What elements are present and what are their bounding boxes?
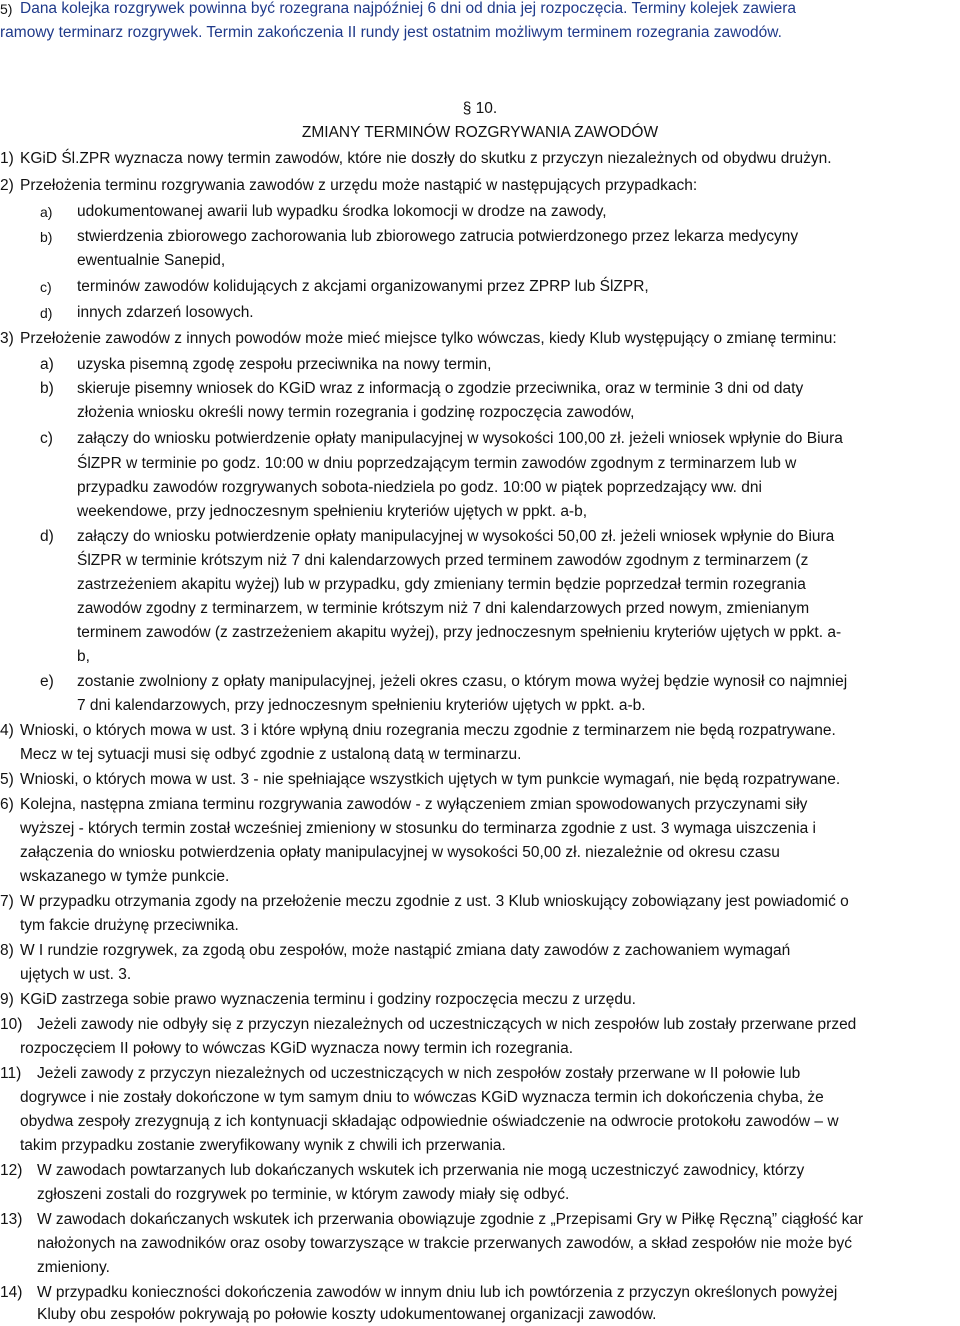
paragraph-text: Przełożenie zawodów z innych powodów może mieć miejsce tylko wówczas, kiedy Klub występujący o zmianę terminu: bbox=[20, 330, 837, 347]
paragraph-text: zgłoszeni zostali do rozgrywek po terminie, w którym zawody miały się odbyć. bbox=[37, 1186, 570, 1203]
list-text: ewentualnie Sanepid, bbox=[77, 252, 226, 269]
intro-line: Dana kolejka rozgrywek powinna być rozegrana najpóźniej 6 dni od dnia jej rozpoczęcia. Terminy kolejek zawiera bbox=[20, 0, 796, 17]
list-label: a) bbox=[40, 204, 53, 220]
list-label: b) bbox=[40, 380, 54, 397]
paragraph-number: 4) bbox=[0, 722, 14, 739]
paragraph-text: rozpoczęciem II połowy to wówczas KGiD wyznacza nowy termin ich rozegrania. bbox=[20, 1040, 574, 1057]
paragraph-number: 10) bbox=[0, 1016, 23, 1033]
section-title: ZMIANY TERMINÓW ROZGRYWANIA ZAWODÓW bbox=[301, 124, 659, 141]
intro-number: 5) bbox=[0, 1, 13, 17]
list-text: skieruje pisemny wniosek do KGiD wraz z informacją o zgodzie przeciwnika, oraz w terminie 3 dni od daty bbox=[77, 380, 804, 397]
paragraph-text: zmieniony. bbox=[37, 1259, 110, 1276]
paragraph-text: tym fakcie drużynę przeciwnika. bbox=[20, 917, 239, 934]
paragraph-number: 2) bbox=[0, 177, 14, 194]
paragraph-text: Jeżeli zawody nie odbyły się z przyczyn niezależnych od uczestniczących w nich zespołów lub zostały przerwane przed bbox=[37, 1016, 857, 1033]
paragraph-number: 1) bbox=[0, 150, 14, 167]
list-text: weekendowe, przy jednoczesnym spełnieniu kryteriów ujętych w ppkt. a-b, bbox=[77, 503, 588, 520]
paragraph-number: 7) bbox=[0, 893, 14, 910]
list-text: innych zdarzeń losowych. bbox=[77, 304, 254, 321]
list-label: d) bbox=[40, 528, 54, 545]
paragraph-text: W I rundzie rozgrywek, za zgodą obu zespołów, może nastąpić zmiana daty zawodów z zachowaniem wymagań bbox=[20, 942, 791, 959]
list-label: b) bbox=[40, 229, 53, 245]
paragraph-number: 12) bbox=[0, 1162, 23, 1179]
paragraph-text: KGiD Śl.ZPR wyznacza nowy termin zawodów, które nie doszły do skutku z przyczyn niezależnych od obydwu drużyn. bbox=[20, 150, 832, 167]
paragraph-text: nałożonych na zawodników oraz osoby towarzyszące w trakcie przerwanych zawodów, a skład zespołów nie może być bbox=[37, 1235, 853, 1252]
list-text: zawodów zgodny z terminarzem, w terminie krótszym niż 7 dni kalendarzowych przed nowym, zmienianym bbox=[77, 600, 810, 617]
list-text: ŚlZPR w terminie krótszym niż 7 dni kalendarzowych przed terminem zawodów zgodnym z terminarzem (z bbox=[77, 552, 809, 569]
paragraph-text: Przełożenia terminu rozgrywania zawodów z urzędu może nastąpić w następujących przypadkach: bbox=[20, 177, 698, 194]
paragraph-number: 3) bbox=[0, 330, 14, 347]
paragraph-number: 8) bbox=[0, 942, 14, 959]
paragraph-number: 9) bbox=[0, 991, 14, 1008]
paragraph-text: dogrywce i nie zostały dokończone w tym samym dniu to wówczas KGiD wyznacza termin ich dokończenia chyba, że bbox=[20, 1089, 824, 1106]
paragraph-text: Wnioski, o których mowa w ust. 3 i które wpłyną dniu rozegrania meczu zgodnie z terminarzem nie będą rozpatrywane. bbox=[20, 722, 836, 739]
list-text: ŚlZPR w terminie po godz. 10:00 w dniu poprzedzającym termin zawodów zgodnym z terminarzem lub w bbox=[77, 455, 797, 472]
paragraph-number: 5) bbox=[0, 771, 14, 788]
paragraph-number: 13) bbox=[0, 1211, 23, 1228]
list-text: zastrzeżeniem akapitu wyżej) lub w przypadku, gdy zmieniany termin będzie poprzedzał termin rozegrania bbox=[77, 576, 806, 593]
paragraph-number: 14) bbox=[0, 1284, 23, 1301]
paragraph-number: 6) bbox=[0, 796, 14, 813]
paragraph-text: załączenia do wniosku potwierdzenia opłaty manipulacyjnej w wysokości 50,00 zł. niezależnie od okresu czasu bbox=[20, 844, 780, 861]
paragraph-text: ujętych w ust. 3. bbox=[20, 966, 132, 983]
paragraph-text: KGiD zastrzega sobie prawo wyznaczenia terminu i godziny rozpoczęcia meczu z urzędu. bbox=[20, 991, 636, 1008]
list-text: stwierdzenia zbiorowego zachorowania lub zbiorowego zatrucia potwierdzonego przez lekarza medycyny bbox=[77, 228, 799, 245]
list-text: terminem zawodów (z zastrzeżeniem akapitu wyżej), przy jednoczesnym spełnieniu kryteriów ujętych w ppkt. a- bbox=[77, 624, 842, 641]
list-text: załączy do wniosku potwierdzenie opłaty manipulacyjnej w wysokości 50,00 zł. jeżeli wniosek wpłynie do Biura bbox=[77, 528, 835, 545]
paragraph-text: W przypadku otrzymania zgody na przełożenie meczu zgodnie z ust. 3 Klub wnioskujący zobowiązany jest powiadomić o bbox=[20, 893, 849, 910]
list-text: 7 dni kalendarzowych, przy jednoczesnym spełnieniu kryteriów ujętych w ppkt. a-b. bbox=[77, 697, 646, 714]
intro-line: ramowy terminarz rozgrywek. Termin zakończenia II rundy jest ostatnim możliwym terminem rozegrania zawodów. bbox=[0, 24, 782, 41]
list-text: zostanie zwolniony z opłaty manipulacyjnej, jeżeli okres czasu, o którym mowa wyżej będzie wynosił co najmniej bbox=[77, 673, 848, 690]
list-label: c) bbox=[40, 279, 52, 295]
paragraph-text: wskazanego w tymże punkcie. bbox=[20, 868, 230, 885]
list-text: złożenia wniosku określi nowy termin rozegrania i godzinę rozpoczęcia zawodów, bbox=[77, 404, 635, 421]
paragraph-text: Mecz w tej sytuacji musi się odbyć zgodnie z ustaloną datą w terminarzu. bbox=[20, 746, 522, 763]
paragraph-text: takim przypadku zostanie zweryfikowany wynik z chwili ich przerwania. bbox=[20, 1137, 506, 1154]
paragraph-number: 11) bbox=[0, 1065, 22, 1082]
list-text: przypadku zawodów rozgrywanych sobota-niedziela po godz. 10:00 w piątek poprzedzający ww. dni bbox=[77, 479, 762, 496]
paragraph-text: W zawodach powtarzanych lub dokańczanych wskutek ich przerwania nie mogą uczestniczyć zawodnicy, którzy bbox=[37, 1162, 805, 1179]
paragraph-text: W zawodach dokańczanych wskutek ich przerwania obowiązuje zgodnie z „Przepisami Gry w Piłkę Ręczną” ciągłość kar bbox=[37, 1211, 864, 1228]
list-label: e) bbox=[40, 673, 54, 690]
paragraph-text: Kluby obu zespołów pokrywają po połowie koszty udokumentowanej organizacji zawodów. bbox=[37, 1306, 657, 1323]
paragraph-text: obydwa zespoły zrezygnują z ich kontynuacji składając odpowiednie oświadczenie na odwrocie protokołu zawodów – w bbox=[20, 1113, 839, 1130]
paragraph-text: Wnioski, o których mowa w ust. 3 - nie spełniające wszystkich ujętych w tym punkcie wymagań, nie będą rozpatrywane. bbox=[20, 771, 841, 788]
list-label: d) bbox=[40, 305, 53, 321]
list-label: c) bbox=[40, 430, 53, 447]
list-text: terminów zawodów kolidujących z akcjami organizowanymi przez ZPRP lub ŚlZPR, bbox=[77, 278, 649, 295]
paragraph-text: Kolejna, następna zmiana terminu rozgrywania zawodów - z wyłączeniem zmian spowodowanych przyczynami siły bbox=[20, 796, 808, 813]
paragraph-text: W przypadku konieczności dokończenia zawodów w innym dniu lub ich powtórzenia z przyczyn określonych powyżej bbox=[37, 1284, 838, 1301]
paragraph-text: wyższej - których termin został wcześniej zmieniony w stosunku do terminarza zgodnie z ust. 3 wymaga uiszczenia i bbox=[20, 820, 816, 837]
list-text: b, bbox=[77, 648, 90, 665]
list-text: załączy do wniosku potwierdzenie opłaty manipulacyjnej w wysokości 100,00 zł. jeżeli wniosek wpłynie do Biura bbox=[77, 430, 843, 447]
section-number: § 10. bbox=[462, 100, 498, 117]
paragraph-text: Jeżeli zawody z przyczyn niezależnych od uczestniczących w nich zespołów zostały przerwane w II połowie lub bbox=[37, 1065, 801, 1082]
list-text: udokumentowanej awarii lub wypadku środka lokomocji w drodze na zawody, bbox=[77, 203, 607, 220]
list-text: uzyska pisemną zgodę zespołu przeciwnika na nowy termin, bbox=[77, 356, 492, 373]
list-label: a) bbox=[40, 356, 54, 373]
